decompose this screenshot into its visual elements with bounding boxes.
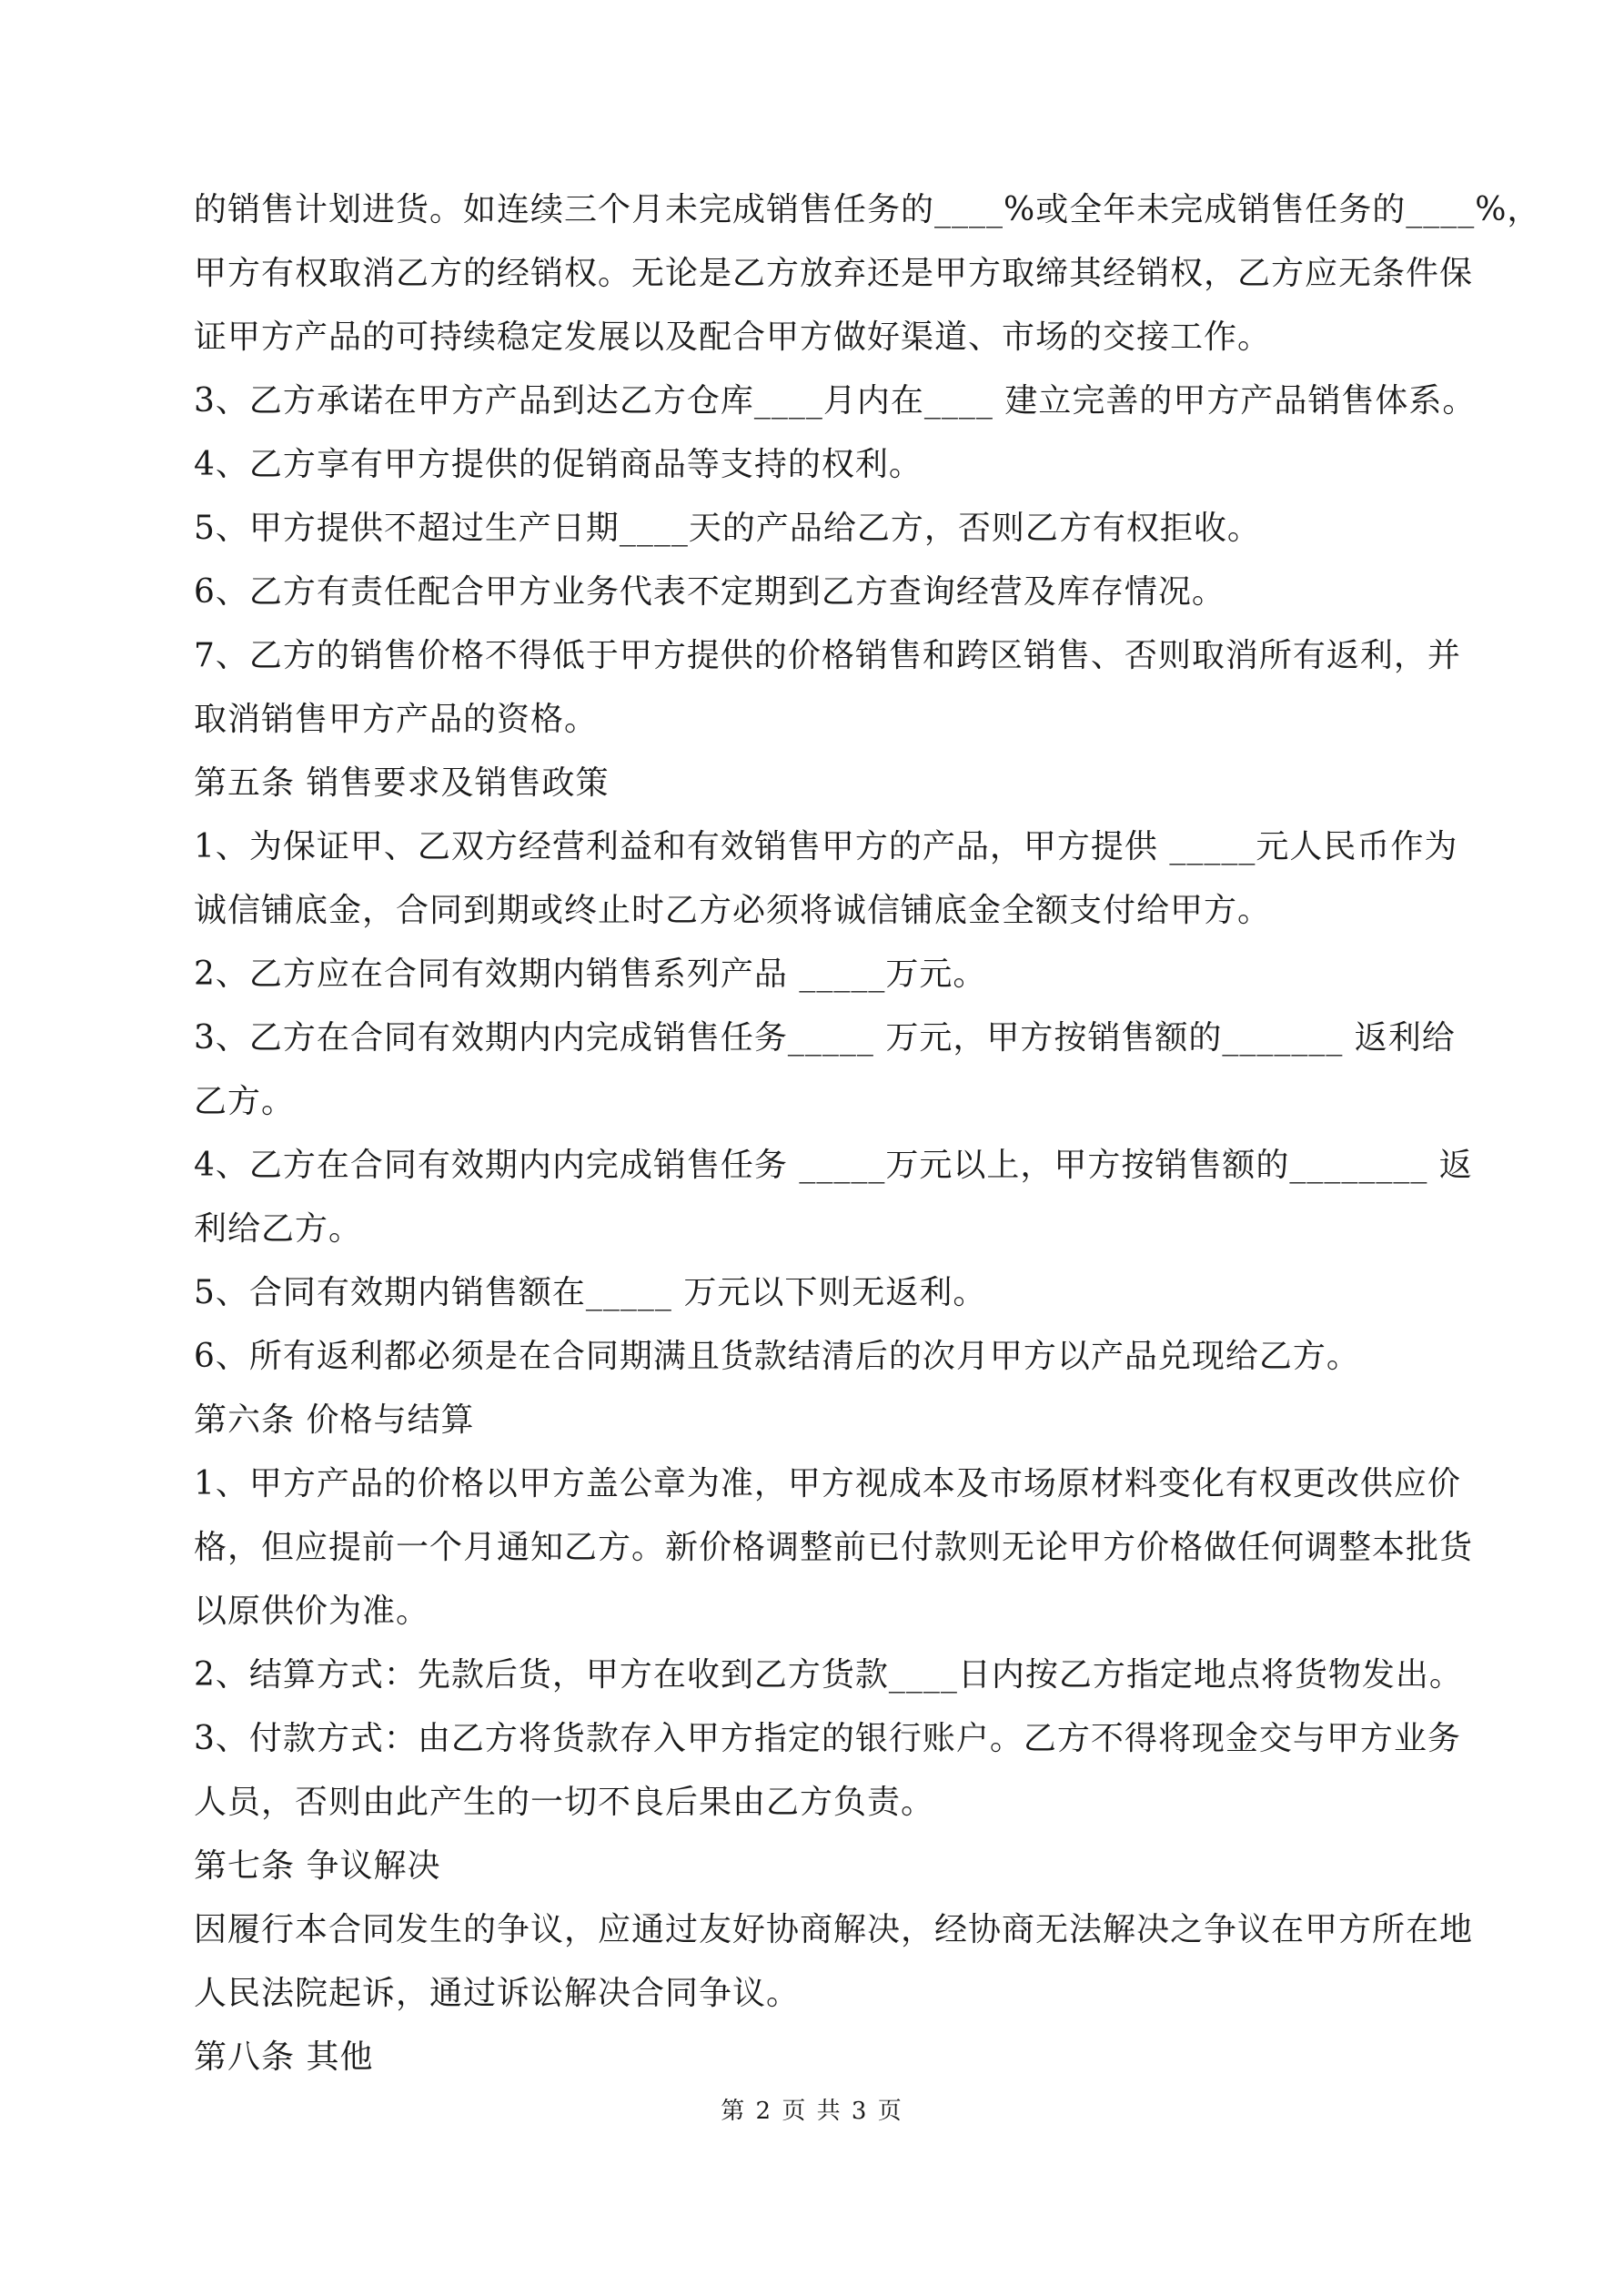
section-heading: 第八条 其他 bbox=[194, 2038, 374, 2076]
text-line: 人员，否则由此产生的一切不良后果由乙方负责。 bbox=[194, 1784, 935, 1821]
text-line: 以原供价为准。 bbox=[194, 1593, 430, 1630]
text-line: 3、付款方式：由乙方将货款存入甲方指定的银行账户。乙方不得将现金交与甲方业务 bbox=[194, 1720, 1461, 1757]
text-line: 1、为保证甲、乙双方经营利益和有效销售甲方的产品，甲方提供 _____元人民币作为 bbox=[194, 828, 1458, 865]
text-line: 1、甲方产品的价格以甲方盖公章为准，甲方视成本及市场原材料变化有权更改供应价 bbox=[194, 1465, 1461, 1502]
text-line: 7、乙方的销售价格不得低于甲方提供的价格销售和跨区销售、否则取消所有返利，并 bbox=[194, 637, 1461, 674]
page-footer: 第 2 页 共 3 页 bbox=[721, 2098, 903, 2125]
text-line: 格，但应提前一个月通知乙方。新价格调整前已付款则无论甲方价格做任何调整本批货 bbox=[194, 1529, 1474, 1566]
text-line: 3、乙方承诺在甲方产品到达乙方仓库____月内在____ 建立完善的甲方产品销售体系。 bbox=[194, 382, 1477, 420]
text-line: 2、结算方式：先款后货，甲方在收到乙方货款____日内按乙方指定地点将货物发出。 bbox=[194, 1656, 1463, 1694]
text-line: 4、乙方在合同有效期内内完成销售任务 _____万元以上，甲方按销售额的________ 返 bbox=[194, 1147, 1473, 1184]
text-line: 甲方有权取消乙方的经销权。无论是乙方放弃还是甲方取缔其经销权，乙方应无条件保 bbox=[194, 255, 1474, 292]
section-heading: 第七条 争议解决 bbox=[194, 1847, 441, 1885]
text-line: 4、乙方享有甲方提供的促销商品等支持的权利。 bbox=[194, 446, 923, 483]
text-line: 利给乙方。 bbox=[194, 1210, 363, 1248]
text-line: 证甲方产品的可持续稳定发展以及配合甲方做好渠道、市场的交接工作。 bbox=[194, 319, 1272, 356]
text-line: 乙方。 bbox=[194, 1083, 296, 1120]
text-line: 5、甲方提供不超过生产日期____天的产品给乙方，否则乙方有权拒收。 bbox=[194, 510, 1261, 547]
text-line: 2、乙方应在合同有效期内销售系列产品 _____万元。 bbox=[194, 956, 987, 993]
text-line: 的销售计划进货。如连续三个月未完成销售任务的____%或全年未完成销售任务的____%， bbox=[194, 191, 1541, 228]
text-line: 因履行本合同发生的争议，应通过友好协商解决，经协商无法解决之争议在甲方所在地 bbox=[194, 1911, 1474, 1948]
text-line: 6、所有返利都必须是在合同期满且货款结清后的次月甲方以产品兑现给乙方。 bbox=[194, 1338, 1360, 1375]
text-line: 诚信铺底金，合同到期或终止时乙方必须将诚信铺底金全额支付给甲方。 bbox=[194, 892, 1272, 929]
section-heading: 第五条 销售要求及销售政策 bbox=[194, 764, 610, 802]
text-line: 3、乙方在合同有效期内内完成销售任务_____ 万元，甲方按销售额的_______ 返利给 bbox=[194, 1019, 1456, 1057]
text-line: 6、乙方有责任配合甲方业务代表不定期到乙方查询经营及库存情况。 bbox=[194, 573, 1226, 611]
document-body bbox=[194, 178, 1541, 2089]
text-line: 5、合同有效期内销售额在_____ 万元以下则无返利。 bbox=[194, 1274, 987, 1311]
text-line: 取消销售甲方产品的资格。 bbox=[194, 701, 599, 738]
section-heading: 第六条 价格与结算 bbox=[194, 1401, 475, 1439]
text-line: 人民法院起诉，通过诉讼解决合同争议。 bbox=[194, 1975, 801, 2012]
